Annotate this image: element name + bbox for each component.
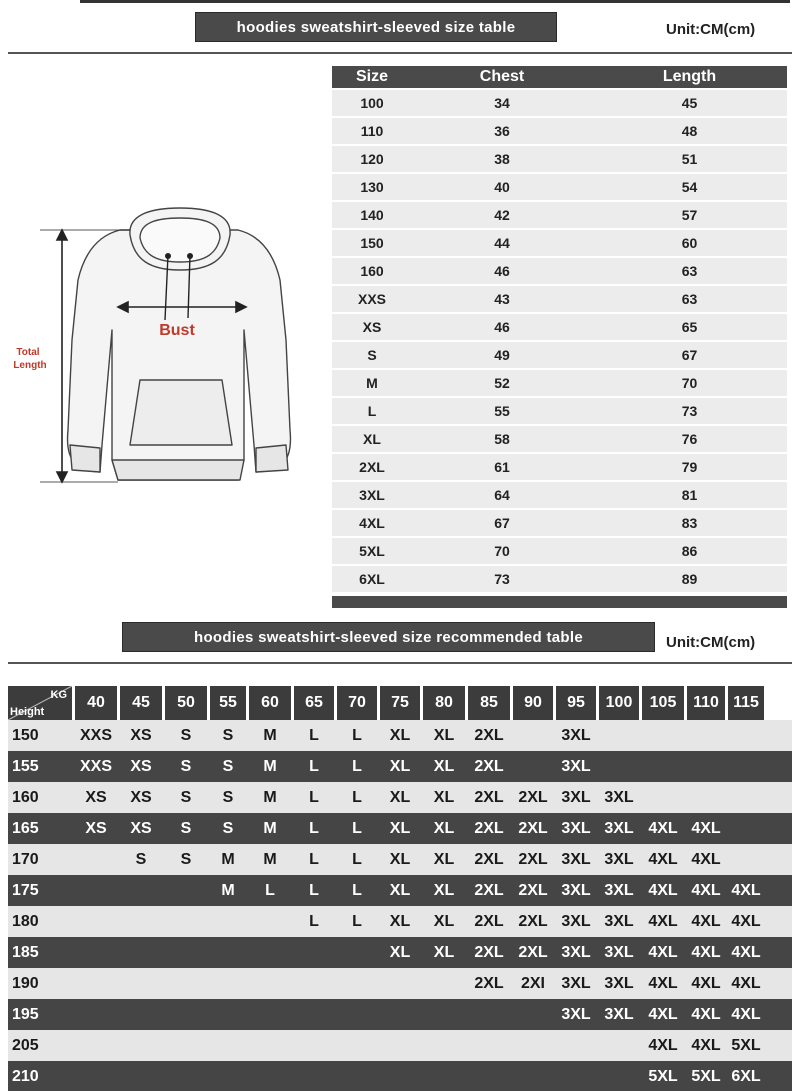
- recommend-row: [8, 751, 792, 782]
- size-recommend-cell: L: [352, 881, 362, 899]
- size-recommend-cell: XL: [433, 726, 455, 744]
- size-recommend-cell: 2XL: [474, 757, 504, 775]
- size-recommend-cell: 3XL: [561, 788, 591, 806]
- weight-header: 110: [687, 686, 725, 720]
- weight-header: 40: [75, 686, 117, 720]
- length-cell: 45: [681, 95, 698, 111]
- size-row: [332, 510, 787, 536]
- chest-cell: 46: [494, 319, 510, 335]
- size-recommend-cell: XL: [389, 943, 411, 961]
- size-recommend-cell: L: [309, 726, 319, 744]
- size-cell: S: [367, 347, 377, 363]
- col-length: Length: [662, 68, 717, 85]
- size-recommend-cell: 4XL: [691, 1036, 721, 1054]
- size-table-unit: Unit:CM(cm): [666, 21, 756, 38]
- size-recommend-cell: 4XL: [648, 943, 678, 961]
- size-recommend-cell: 2XL: [474, 974, 504, 992]
- size-cell: XL: [363, 431, 381, 447]
- size-recommend-cell: XL: [433, 850, 455, 868]
- size-recommend-cell: XL: [433, 881, 455, 899]
- recommend-row: [8, 813, 792, 844]
- weight-header: 115: [728, 686, 764, 720]
- weight-header: 70: [337, 686, 377, 720]
- size-recommend-cell: S: [180, 819, 192, 837]
- size-row: [332, 286, 787, 312]
- corner-cell: [8, 686, 72, 720]
- size-recommend-cell: S: [222, 757, 234, 775]
- size-recommend-cell: 4XL: [648, 819, 678, 837]
- size-row: [332, 370, 787, 396]
- size-recommend-cell: 4XL: [691, 819, 721, 837]
- size-recommend-cell: M: [263, 788, 277, 806]
- size-recommend-cell: L: [309, 881, 319, 899]
- length-cell: 63: [681, 263, 698, 279]
- weight-header: 100: [599, 686, 639, 720]
- hoodie-illustration: [0, 190, 330, 500]
- bust-label: Bust: [159, 322, 195, 339]
- size-recommend-cell: M: [263, 726, 277, 744]
- size-cell: 110: [360, 123, 384, 139]
- chest-cell: 52: [494, 375, 510, 391]
- size-recommend-cell: 4XL: [731, 881, 761, 899]
- length-label: Length: [13, 360, 47, 371]
- size-recommend-cell: XS: [130, 726, 152, 744]
- length-cell: 48: [681, 123, 698, 139]
- size-recommend-cell: XS: [130, 757, 152, 775]
- height-cell: 155: [12, 757, 39, 775]
- size-row: [332, 118, 787, 144]
- weight-header: 60: [249, 686, 291, 720]
- length-cell: 54: [681, 179, 698, 195]
- size-recommend-cell: 3XL: [561, 726, 591, 744]
- size-recommend-cell: 2XL: [474, 881, 504, 899]
- size-recommend-cell: 3XL: [604, 1005, 634, 1023]
- length-cell: 89: [681, 571, 698, 587]
- height-cell: 160: [12, 788, 39, 806]
- length-cell: 79: [681, 459, 698, 475]
- size-cell: 150: [360, 235, 384, 251]
- size-recommend-cell: 4XL: [648, 974, 678, 992]
- chest-cell: 73: [494, 571, 510, 587]
- weight-header: 90: [513, 686, 553, 720]
- size-recommend-cell: 4XL: [648, 1005, 678, 1023]
- size-recommend-cell: L: [352, 912, 362, 930]
- height-cell: 150: [12, 726, 39, 744]
- size-row: [332, 174, 787, 200]
- size-recommend-cell: 3XL: [561, 912, 591, 930]
- size-table-header: [332, 66, 787, 88]
- size-recommend-cell: 3XL: [561, 850, 591, 868]
- size-row: [332, 538, 787, 564]
- size-recommend-cell: S: [222, 726, 234, 744]
- weight-header: 105: [642, 686, 684, 720]
- size-recommend-cell: 5XL: [731, 1036, 761, 1054]
- size-recommend-cell: 4XL: [648, 912, 678, 930]
- col-size: Size: [355, 68, 388, 85]
- recommend-table-unit: Unit:CM(cm): [666, 634, 756, 651]
- weight-header: 45: [120, 686, 162, 720]
- size-recommend-cell: 2XL: [518, 912, 548, 930]
- size-recommend-cell: S: [222, 788, 234, 806]
- size-recommend-cell: XL: [433, 819, 455, 837]
- size-recommend-cell: 3XL: [604, 788, 634, 806]
- height-cell: 205: [12, 1036, 39, 1054]
- size-recommend-cell: 3XL: [604, 819, 634, 837]
- size-recommend-cell: 3XL: [561, 974, 591, 992]
- size-recommend-cell: XL: [389, 757, 411, 775]
- size-cell: 2XL: [359, 459, 385, 475]
- recommend-row: [8, 720, 792, 751]
- weight-header: 65: [294, 686, 334, 720]
- recommend-row: [8, 937, 792, 968]
- size-recommend-cell: 4XL: [691, 943, 721, 961]
- size-cell: 5XL: [359, 543, 385, 559]
- size-recommend-cell: 3XL: [561, 943, 591, 961]
- col-chest: Chest: [479, 68, 525, 85]
- kg-label: KG: [50, 689, 67, 701]
- chest-cell: 38: [494, 151, 510, 167]
- height-cell: 180: [12, 912, 39, 930]
- size-recommend-cell: 2XL: [518, 788, 548, 806]
- chest-cell: 70: [494, 543, 510, 559]
- height-label: Height: [10, 706, 45, 718]
- length-cell: 81: [681, 487, 698, 503]
- weight-header: 75: [380, 686, 420, 720]
- height-cell: 175: [12, 881, 39, 899]
- length-cell: 70: [681, 375, 698, 391]
- size-recommend-cell: S: [180, 757, 192, 775]
- size-table: [332, 66, 787, 608]
- size-recommend-cell: 2XI: [520, 974, 545, 992]
- size-recommend-cell: 2XL: [474, 788, 504, 806]
- size-cell: M: [366, 375, 378, 391]
- size-recommend-cell: L: [309, 819, 319, 837]
- chest-cell: 44: [494, 235, 510, 251]
- weight-header: 95: [556, 686, 596, 720]
- recommend-row: [8, 968, 792, 999]
- size-cell: 140: [360, 207, 384, 223]
- recommend-row: [8, 782, 792, 813]
- weight-header: 50: [165, 686, 207, 720]
- divider-bottom: [8, 662, 792, 664]
- size-recommend-cell: M: [221, 850, 235, 868]
- recommend-row: [8, 875, 792, 906]
- size-recommend-cell: 4XL: [691, 850, 721, 868]
- size-cell: 4XL: [359, 515, 385, 531]
- size-recommend-cell: L: [309, 912, 319, 930]
- size-recommend-cell: XS: [85, 788, 107, 806]
- size-recommend-cell: 4XL: [731, 912, 761, 930]
- size-recommend-cell: 3XL: [604, 850, 634, 868]
- recommend-row: [8, 999, 792, 1030]
- size-cell: 100: [360, 95, 384, 111]
- height-cell: 190: [12, 974, 39, 992]
- size-recommend-cell: XL: [433, 757, 455, 775]
- size-recommend-cell: L: [352, 757, 362, 775]
- size-recommend-cell: 4XL: [731, 974, 761, 992]
- size-recommend-cell: XS: [85, 819, 107, 837]
- size-recommend-cell: 4XL: [648, 850, 678, 868]
- length-cell: 67: [681, 347, 698, 363]
- chest-cell: 55: [494, 403, 510, 419]
- size-recommend-cell: L: [309, 850, 319, 868]
- chest-cell: 67: [494, 515, 510, 531]
- length-cell: 63: [681, 291, 698, 307]
- size-recommend-cell: L: [352, 819, 362, 837]
- size-recommend-cell: M: [263, 819, 277, 837]
- size-row: [332, 314, 787, 340]
- weight-header: 55: [210, 686, 246, 720]
- size-recommend-cell: 4XL: [648, 1036, 678, 1054]
- size-recommend-cell: L: [352, 726, 362, 744]
- size-recommend-cell: S: [222, 819, 234, 837]
- size-recommend-cell: 4XL: [691, 974, 721, 992]
- size-recommend-cell: XL: [389, 912, 411, 930]
- size-cell: XXS: [357, 291, 386, 307]
- size-row: [332, 146, 787, 172]
- size-recommend-cell: 3XL: [561, 757, 591, 775]
- size-cell: L: [367, 403, 377, 419]
- size-recommend-cell: 4XL: [691, 881, 721, 899]
- length-cell: 65: [681, 319, 698, 335]
- size-row: [332, 90, 787, 116]
- height-cell: 185: [12, 943, 39, 961]
- recommend-row: [8, 906, 792, 937]
- recommend-row: [8, 844, 792, 875]
- size-row: [332, 258, 787, 284]
- recommend-table: [8, 686, 792, 1091]
- size-recommend-cell: 2XL: [518, 819, 548, 837]
- size-recommend-cell: 3XL: [604, 912, 634, 930]
- weight-header: 80: [423, 686, 465, 720]
- size-recommend-cell: 3XL: [561, 881, 591, 899]
- size-recommend-cell: 2XL: [518, 850, 548, 868]
- recommend-row: [8, 1030, 792, 1061]
- size-table-title: hoodies sweatshirt-sleeved size table: [195, 12, 557, 42]
- size-recommend-cell: 3XL: [604, 881, 634, 899]
- size-recommend-cell: S: [135, 850, 147, 868]
- length-cell: 51: [681, 151, 698, 167]
- size-recommend-cell: 2XL: [518, 881, 548, 899]
- size-recommend-cell: L: [265, 881, 275, 899]
- size-recommend-cell: XL: [389, 850, 411, 868]
- size-recommend-cell: M: [221, 881, 235, 899]
- chest-cell: 49: [494, 347, 510, 363]
- divider-top: [8, 52, 792, 54]
- size-recommend-cell: 3XL: [561, 819, 591, 837]
- chest-cell: 40: [494, 179, 510, 195]
- chest-cell: 43: [494, 291, 510, 307]
- size-row: [332, 342, 787, 368]
- height-cell: 195: [12, 1005, 39, 1023]
- size-recommend-cell: XXS: [79, 726, 112, 744]
- size-row: [332, 482, 787, 508]
- size-recommend-cell: L: [352, 850, 362, 868]
- recommend-row: [8, 1061, 792, 1091]
- size-recommend-cell: M: [263, 850, 277, 868]
- size-recommend-cell: XL: [389, 881, 411, 899]
- size-cell: 3XL: [359, 487, 385, 503]
- size-recommend-cell: 4XL: [648, 881, 678, 899]
- height-cell: 170: [12, 850, 39, 868]
- size-recommend-cell: XS: [130, 819, 152, 837]
- size-recommend-cell: 4XL: [691, 912, 721, 930]
- size-row: [332, 202, 787, 228]
- height-cell: 165: [12, 819, 39, 837]
- size-recommend-cell: S: [180, 788, 192, 806]
- height-cell: 210: [12, 1067, 39, 1085]
- size-recommend-cell: 3XL: [604, 943, 634, 961]
- size-recommend-cell: 2XL: [474, 819, 504, 837]
- length-cell: 57: [681, 207, 698, 223]
- size-recommend-cell: 6XL: [731, 1067, 761, 1085]
- size-recommend-cell: 2XL: [474, 943, 504, 961]
- length-cell: 86: [681, 543, 698, 559]
- size-recommend-cell: XL: [389, 819, 411, 837]
- size-table-footer: [332, 596, 787, 608]
- size-recommend-cell: 2XL: [474, 850, 504, 868]
- size-recommend-cell: 5XL: [648, 1067, 678, 1085]
- size-recommend-cell: L: [352, 788, 362, 806]
- size-recommend-cell: M: [263, 757, 277, 775]
- size-recommend-cell: 4XL: [731, 1005, 761, 1023]
- total-label: Total: [16, 347, 40, 358]
- size-recommend-cell: 4XL: [731, 943, 761, 961]
- recommend-table-title: hoodies sweatshirt-sleeved size recommended table: [122, 622, 655, 652]
- weight-header: 85: [468, 686, 510, 720]
- size-recommend-cell: L: [309, 788, 319, 806]
- size-cell: 6XL: [359, 571, 385, 587]
- size-recommend-cell: XL: [433, 912, 455, 930]
- top-rule: [80, 0, 790, 3]
- length-cell: 73: [681, 403, 698, 419]
- size-recommend-cell: XL: [389, 726, 411, 744]
- recommend-table-header: [8, 686, 792, 720]
- size-recommend-cell: S: [180, 850, 192, 868]
- size-recommend-cell: XL: [389, 788, 411, 806]
- size-cell: 130: [360, 179, 384, 195]
- size-row: [332, 566, 787, 592]
- length-cell: 60: [681, 235, 698, 251]
- size-recommend-cell: XL: [433, 943, 455, 961]
- size-recommend-cell: 2XL: [474, 912, 504, 930]
- size-row: [332, 230, 787, 256]
- size-recommend-cell: 3XL: [604, 974, 634, 992]
- size-row: [332, 426, 787, 452]
- chest-cell: 46: [494, 263, 510, 279]
- chest-cell: 34: [494, 95, 510, 111]
- chest-cell: 36: [494, 123, 510, 139]
- chest-cell: 42: [494, 207, 510, 223]
- size-cell: XS: [362, 319, 382, 335]
- size-recommend-cell: 3XL: [561, 1005, 591, 1023]
- size-recommend-cell: 4XL: [691, 1005, 721, 1023]
- size-recommend-cell: S: [180, 726, 192, 744]
- size-row: [332, 454, 787, 480]
- chest-cell: 58: [494, 431, 510, 447]
- size-recommend-cell: XL: [433, 788, 455, 806]
- length-cell: 76: [681, 431, 698, 447]
- size-row: [332, 398, 787, 424]
- size-cell: 120: [360, 151, 384, 167]
- chest-cell: 64: [494, 487, 510, 503]
- size-recommend-cell: L: [309, 757, 319, 775]
- size-recommend-cell: 2XL: [518, 943, 548, 961]
- size-recommend-cell: 5XL: [691, 1067, 721, 1085]
- chest-cell: 61: [494, 459, 510, 475]
- length-cell: 83: [681, 515, 698, 531]
- size-recommend-cell: 2XL: [474, 726, 504, 744]
- size-cell: 160: [360, 263, 384, 279]
- size-recommend-cell: XXS: [79, 757, 112, 775]
- size-recommend-cell: XS: [130, 788, 152, 806]
